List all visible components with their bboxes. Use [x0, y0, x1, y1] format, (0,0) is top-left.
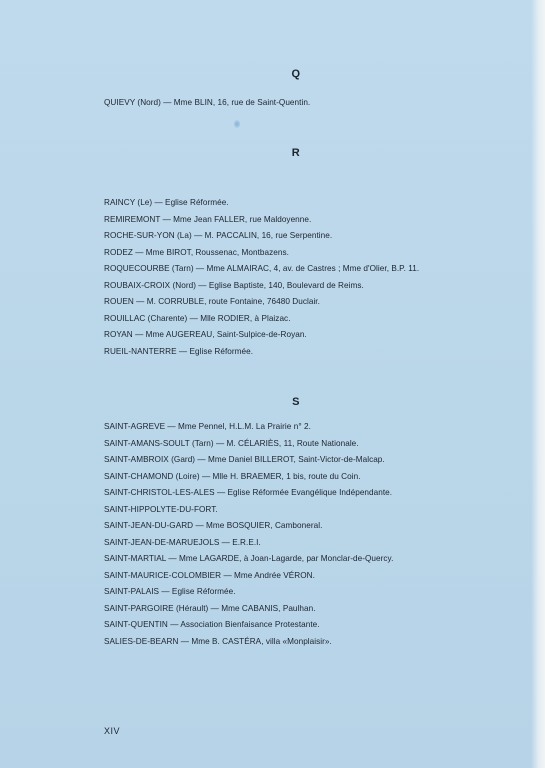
- entry-remiremont: REMIREMONT — Mme Jean FALLER, rue Maldoyenne.: [104, 214, 312, 224]
- entry-rueil-nanterre: RUEIL-NANTERRE — Eglise Réformée.: [104, 346, 254, 356]
- entry-saint-quentin: SAINT-QUENTIN — Association Bienfaisance Protestante.: [104, 620, 320, 629]
- entry-saint-jean-de-maruejols: SAINT-JEAN-DE-MARUEJOLS — E.R.E.I.: [104, 537, 261, 547]
- entry-salies-de-bearn: SALIES-DE-BEARN — Mme B. CASTÉRA, villa «Monplaisir».: [104, 636, 332, 646]
- section-heading-q: Q: [291, 68, 301, 80]
- entry-quievy: QUIEVY (Nord) — Mme BLIN, 16, rue de Saint-Quentin.: [104, 98, 311, 107]
- section-heading-r: R: [291, 147, 301, 159]
- entry-saint-martial: SAINT-MARTIAL — Mme LAGARDE, à Joan-Lagarde, par Monclar-de-Quercy.: [104, 554, 394, 563]
- entry-royan: ROYAN — Mme AUGEREAU, Saint-Sulpice-de-Royan.: [104, 330, 307, 339]
- entry-roubaix-croix: ROUBAIX-CROIX (Nord) — Eglise Baptiste, 140, Boulevard de Reims.: [104, 280, 364, 290]
- entry-rouillac: ROUILLAC (Charente) — Mlle RODIER, à Plaizac.: [104, 313, 291, 323]
- entry-saint-ambroix: SAINT-AMBROIX (Gard) — Mme Daniel BILLEROT, Saint-Victor-de-Malcap.: [104, 455, 385, 464]
- entry-rodez: RODEZ — Mme BIROT, Roussenac, Montbazens.: [104, 247, 289, 257]
- entry-saint-maurice-colombier: SAINT-MAURICE-COLOMBIER — Mme Andrée VÉRON.: [104, 570, 315, 580]
- page-number: XIV: [104, 726, 121, 736]
- ink-blot: [234, 120, 240, 128]
- page-edge: [531, 0, 545, 768]
- entry-roquecourbe: ROQUECOURBE (Tarn) — Mme ALMAIRAC, 4, av. de Castres ; Mme d'Olier, B.P. 11.: [104, 264, 420, 273]
- entry-saint-jean-du-gard: SAINT-JEAN-DU-GARD — Mme BOSQUIER, Camboneral.: [104, 521, 323, 530]
- entry-roche-sur-yon: ROCHE-SUR-YON (La) — M. PACCALIN, 16, rue Serpentine.: [104, 231, 333, 240]
- entry-saint-christol-les-ales: SAINT-CHRISTOL-LES-ALES — Eglise Réformée Evangélique Indépendante.: [104, 488, 393, 497]
- section-q-entries: [104, 95, 310, 112]
- section-s-entries: [104, 419, 393, 650]
- entry-saint-palais: SAINT-PALAIS — Eglise Réformée.: [104, 587, 236, 596]
- entry-saint-amans-soult: SAINT-AMANS-SOULT (Tarn) — M. CÉLARIÈS, 11, Route Nationale.: [104, 438, 359, 448]
- entry-saint-hippolyte-du-fort: SAINT-HIPPOLYTE-DU-FORT.: [104, 504, 218, 514]
- section-r-entries: [104, 195, 419, 360]
- entry-rouen: ROUEN — M. CORRUBLE, route Fontaine, 76480 Duclair.: [104, 297, 320, 306]
- entry-saint-chamond: SAINT-CHAMOND (Loire) — Mlle H. BRAEMER, 1 bis, route du Coin.: [104, 471, 361, 481]
- entry-saint-pargoire: SAINT-PARGOIRE (Hérault) — Mme CABANIS, Paulhan.: [104, 603, 316, 613]
- section-heading-s: S: [292, 396, 300, 408]
- entry-raincy: RAINCY (Le) — Eglise Réformée.: [104, 198, 229, 207]
- entry-saint-agreve: SAINT-AGREVE — Mme Pennel, H.L.M. La Prairie n° 2.: [104, 422, 311, 431]
